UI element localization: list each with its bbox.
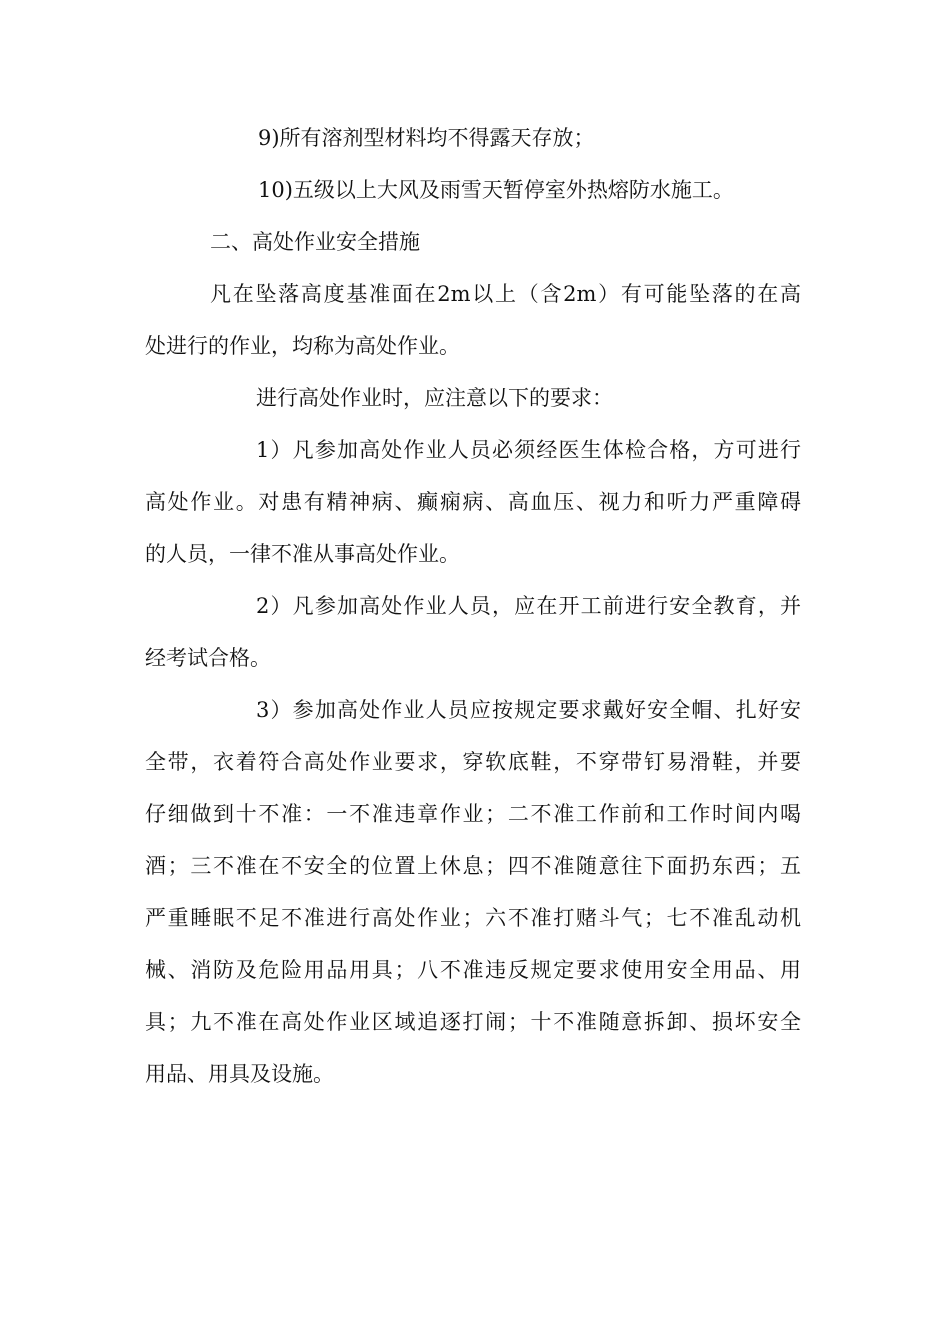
- requirement-3-line4: 酒；三不准在不安全的位置上休息；四不准随意往下面扔东西；五: [145, 854, 801, 878]
- list-item-9: 9)所有溶剂型材料均不得露天存放；: [258, 126, 595, 150]
- requirement-3-line3: 仔细做到十不准：一不准违章作业；二不准工作前和工作时间内喝: [145, 802, 801, 826]
- requirement-1-line2: 高处作业。对患有精神病、癫痫病、高血压、视力和听力严重障碍: [145, 490, 801, 514]
- requirement-2-line2: 经考试合格。: [145, 646, 271, 670]
- requirement-2-line1: 2）凡参加高处作业人员，应在开工前进行安全教育，并: [256, 594, 801, 618]
- list-item-10: 10)五级以上大风及雨雪天暂停室外热熔防水施工。: [258, 178, 734, 202]
- paragraph-definition-line2: 处进行的作业，均称为高处作业。: [145, 334, 460, 358]
- paragraph-definition-line1: 凡在坠落高度基准面在2m以上（含2m）有可能坠落的在高: [210, 282, 801, 306]
- requirement-1-line1: 1）凡参加高处作业人员必须经医生体检合格，方可进行: [256, 438, 801, 462]
- section-heading: 二、高处作业安全措施: [210, 230, 420, 254]
- requirement-3-line1: 3）参加高处作业人员应按规定要求戴好安全帽、扎好安: [256, 698, 801, 722]
- requirement-3-line2: 全带，衣着符合高处作业要求，穿软底鞋，不穿带钉易滑鞋，并要: [145, 750, 801, 774]
- requirement-3-line6: 械、消防及危险用品用具；八不准违反规定要求使用安全用品、用: [145, 958, 801, 982]
- requirement-3-line7: 具；九不准在高处作业区域追逐打闹；十不准随意拆卸、损坏安全: [145, 1010, 801, 1034]
- paragraph-requirements-intro: 进行高处作业时，应注意以下的要求：: [256, 386, 613, 410]
- requirement-3-line8: 用品、用具及设施。: [145, 1062, 334, 1086]
- requirement-1-line3: 的人员，一律不准从事高处作业。: [145, 542, 460, 566]
- requirement-3-line5: 严重睡眠不足不准进行高处作业；六不准打赌斗气；七不准乱动机: [145, 906, 801, 930]
